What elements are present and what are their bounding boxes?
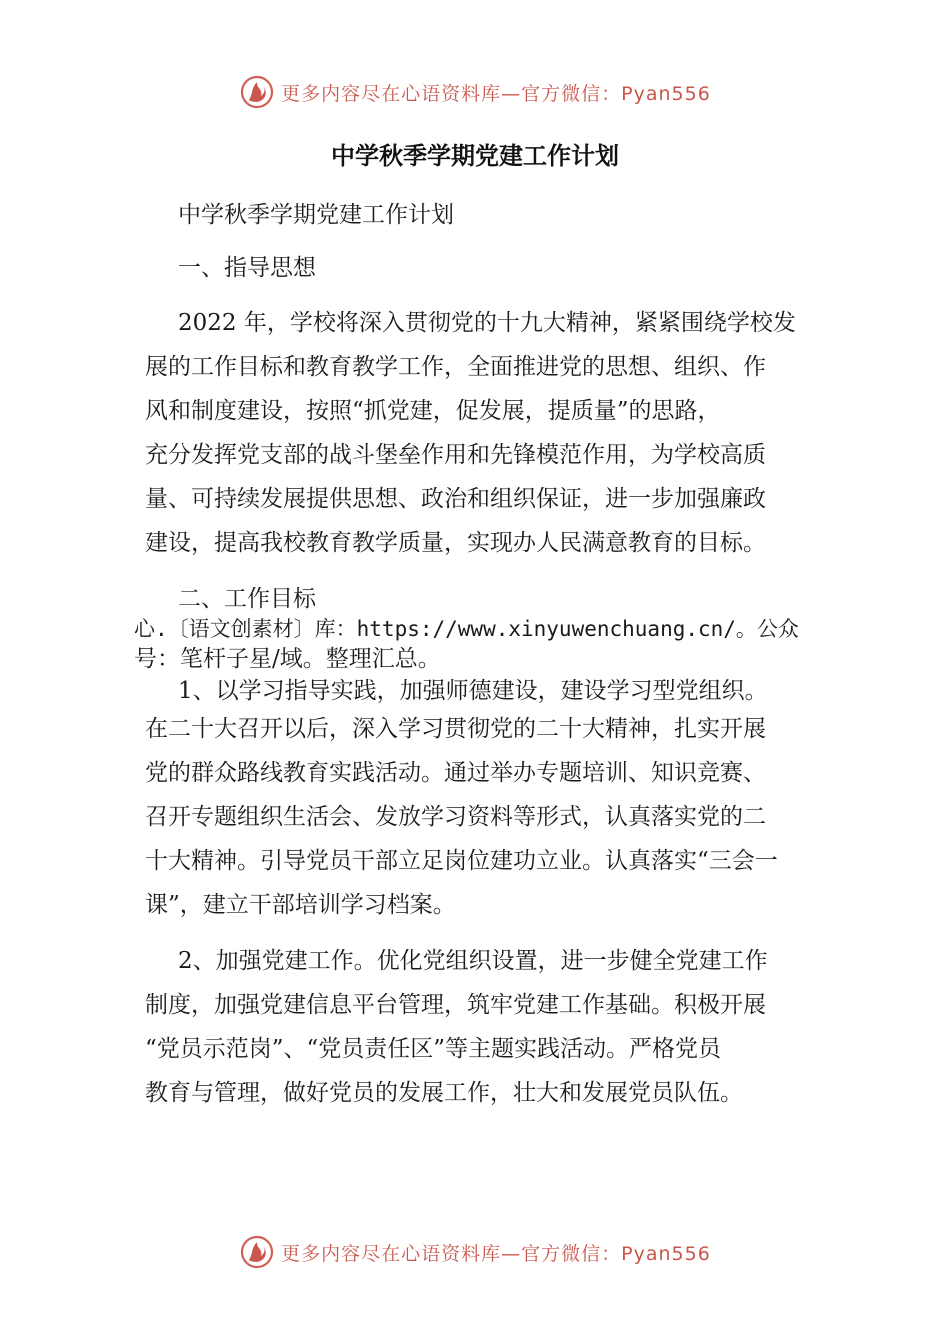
watermark-text: 更多内容尽在心语资料库—官方微信：Pyan556 [281, 1242, 711, 1265]
document-title: 中学秋季学期党建工作计划 [331, 142, 619, 170]
section-heading-1: 一、指导思想 [178, 255, 316, 281]
subtitle-line: 中学秋季学期党建工作计划 [178, 202, 454, 228]
paragraph-line: 制度，加强党建信息平台管理，筑牢党建工作基础。积极开展 [145, 992, 766, 1018]
paragraph-line: 风和制度建设，按照“抓党建，促发展，提质量”的思路， [145, 398, 721, 424]
watermark-text: 更多内容尽在心语资料库—官方微信：Pyan556 [281, 82, 711, 105]
paragraph-line: 量、可持续发展提供思想、政治和组织保证，进一步加强廉政 [145, 486, 766, 512]
paragraph-line: 课”，建立干部培训学习档案。 [145, 892, 456, 918]
source-note-line: 心.〔语文创素材〕库：https://www.xinyuwenchuang.cn/。公众 [134, 617, 799, 641]
paragraph-line: 2、加强党建工作。优化党组织设置，进一步健全党建工作 [178, 948, 768, 974]
paragraph-line: 1、以学习指导实践，加强师德建设，建设学习型党组织。 [178, 678, 768, 704]
footer-watermark [0, 1232, 950, 1272]
paragraph-line: “党员示范岗”、“党员责任区”等主题实践活动。严格党员 [145, 1036, 722, 1062]
paragraph-line: 召开专题组织生活会、发放学习资料等形式，认真落实党的二 [145, 804, 766, 830]
flame-logo-icon [239, 74, 275, 110]
flame-logo-icon [239, 1234, 275, 1270]
paragraph-line: 2022 年，学校将深入贯彻党的十九大精神，紧紧围绕学校发 [178, 310, 796, 336]
section-heading-2: 二、工作目标 [178, 586, 316, 612]
paragraph-line: 展的工作目标和教育教学工作，全面推进党的思想、组织、作 [145, 354, 766, 380]
source-note-line: 号：笔杆子星/域。整理汇总。 [134, 646, 441, 672]
paragraph-line: 十大精神。引导党员干部立足岗位建功立业。认真落实“三会一 [145, 848, 778, 874]
paragraph-line: 在二十大召开以后，深入学习贯彻党的二十大精神，扎实开展 [145, 716, 766, 742]
paragraph-line: 建设，提高我校教育教学质量，实现办人民满意教育的目标。 [145, 530, 766, 556]
paragraph-line: 教育与管理，做好党员的发展工作，壮大和发展党员队伍。 [145, 1080, 743, 1106]
header-watermark [0, 72, 950, 112]
paragraph-line: 党的群众路线教育实践活动。通过举办专题培训、知识竞赛、 [145, 760, 766, 786]
paragraph-line: 充分发挥党支部的战斗堡垒作用和先锋模范作用，为学校高质 [145, 442, 766, 468]
